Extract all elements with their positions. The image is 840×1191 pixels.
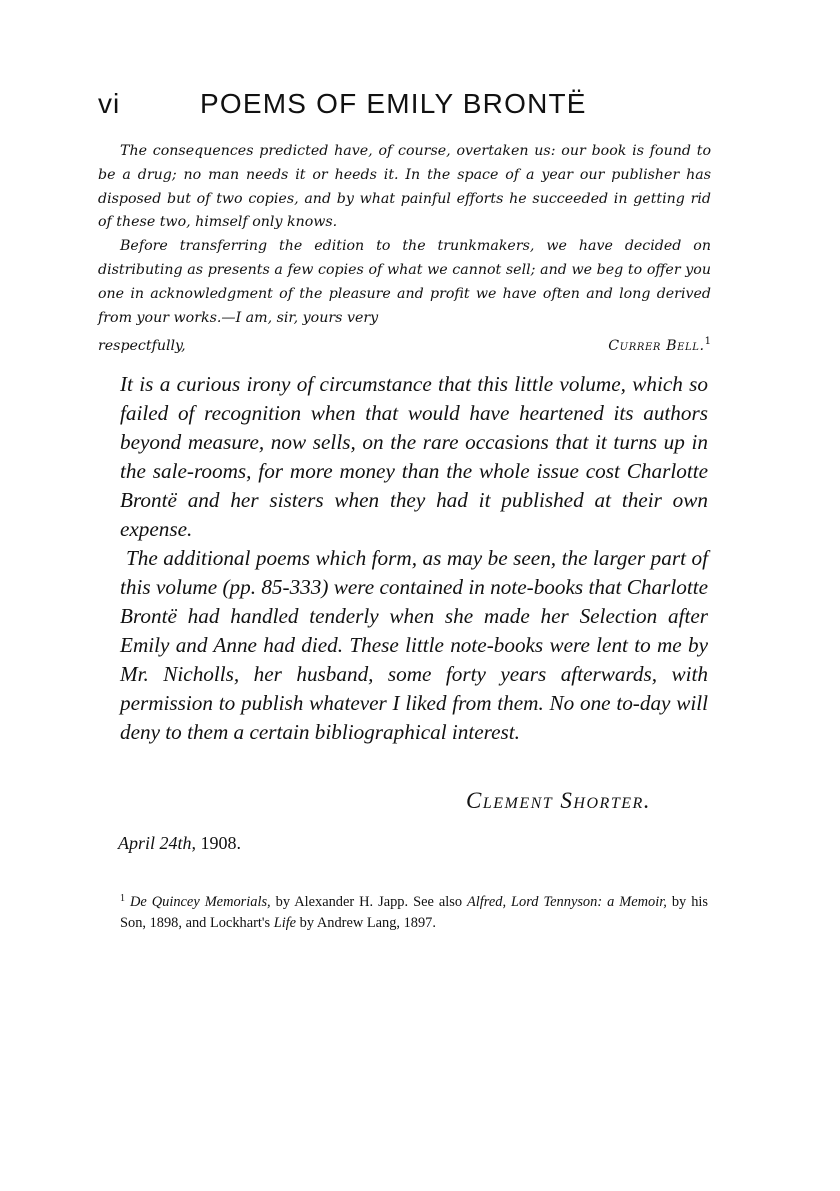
body-paragraph: The additional poems which form, as may be seen, the larger part of this volume (pp. 85-333) were contained in note-books that Charlotte Brontë had handled tenderly when she made her Selection after Emily and Anne had died. These little note-books were lent to me by Mr. Nicholls, her husband, some forty years afterwards, with permission to publish whatever I liked from them. No one to-day will deny to them a certain bibliographical interest.: [120, 546, 708, 744]
running-title: POEMS OF EMILY BRONTË: [200, 88, 587, 119]
quoted-letter: [98, 140, 711, 359]
footnote-text: by his Son, 1898, and Lockhart's: [120, 894, 708, 931]
date-month-day: April 24th,: [118, 833, 197, 853]
letter-signature-name: Currer Bell.: [608, 338, 705, 355]
footnote-text: by Alexander H. Japp. See also: [270, 894, 468, 910]
footnote-work-title: Life: [273, 915, 297, 931]
footnote-work-title: Alfred, Lord Tennyson: a Memoir,: [467, 894, 667, 910]
footnote-mark: 1: [120, 893, 125, 904]
letter-signature: [608, 330, 711, 359]
letter-closing-word: respectfully,: [98, 338, 186, 355]
footnote-reference: 1: [704, 336, 711, 348]
author-signature: Clement Shorter.: [466, 788, 652, 813]
footnote: [120, 888, 708, 934]
footnote-work-title: De Quincey Memorials,: [130, 894, 271, 910]
footnote-text: by Andrew Lang, 1897.: [296, 915, 436, 931]
body-text: [120, 370, 708, 747]
page-number: vi: [98, 88, 121, 119]
body-paragraph: It is a curious irony of circumstance that this little volume, which so failed of recognition when that would have heartened its authors beyond measure, now sells, on the rare occasions that it turns up in the sale-rooms, for more money than the whole issue cost Charlotte Brontë and her sisters when they had it published at their own expense.: [120, 372, 708, 541]
letter-paragraph: The consequences predicted have, of course, overtaken us: our book is found to be a drug; no man needs it or heeds it. In the space of a year our publisher has disposed but of two copies, and by what painful efforts he succeeded in getting rid of these two, himself only knows.: [98, 143, 711, 231]
letter-paragraph: Before transferring the edition to the trunkmakers, we have decided on distributing as presents a few copies of what we cannot sell; and we beg to offer you one in acknowledgment of the pleasure and profit we have often and long derived from your works.—I am, sir, yours very: [98, 238, 711, 326]
date-year: 1908.: [200, 833, 242, 853]
running-head: [98, 84, 738, 124]
date-line: [118, 833, 241, 854]
letter-signature-line: [98, 330, 711, 359]
